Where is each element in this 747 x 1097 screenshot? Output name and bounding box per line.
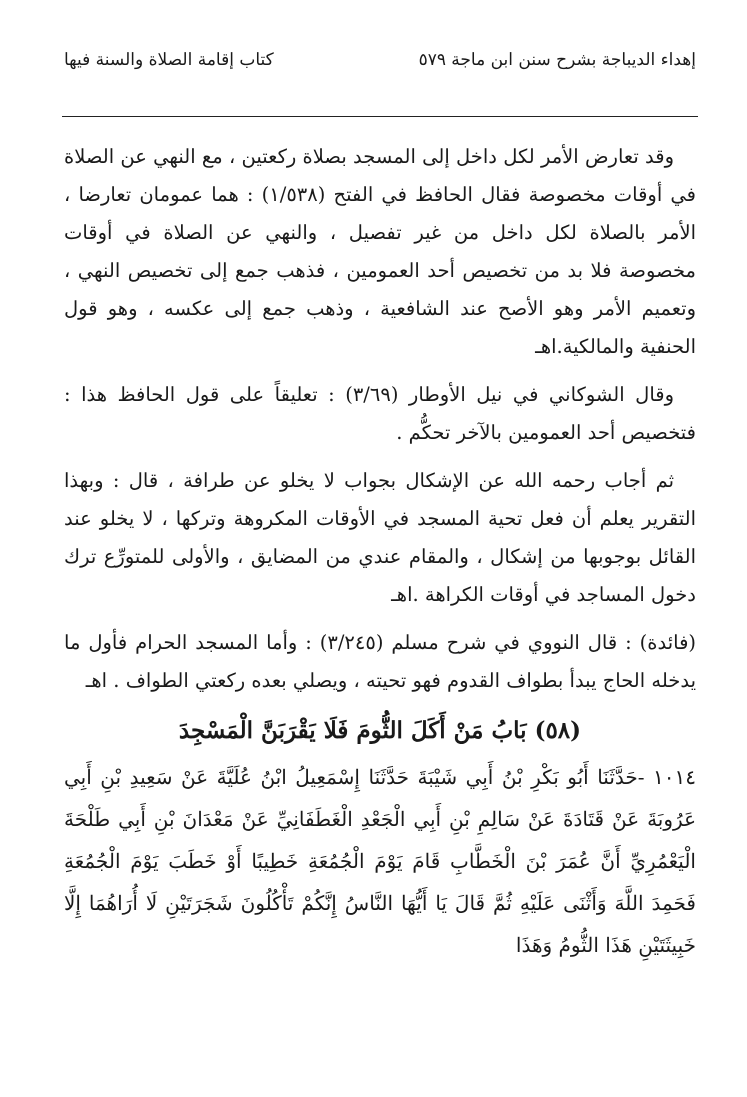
page-body <box>64 138 696 966</box>
paragraph-4: (فائدة) : قال النووي في شرح مسلم (٣/٢٤٥) : وأما المسجد الحرام فأول ما يدخله الحاج يبدأ بطواف القدوم فهو تحيته ، ويصلي بعده ركعتي الطواف . اهـ <box>64 631 697 692</box>
page-number: ٥٧٩ <box>418 50 446 70</box>
header-divider <box>62 116 698 117</box>
chapter-title: كتاب إقامة الصلاة والسنة فيها <box>64 50 274 70</box>
paragraph-1: وقد تعارض الأمر لكل داخل إلى المسجد بصلاة ركعتين ، مع النهي عن الصلاة في أوقات مخصوصة فقال الحافظ في الفتح (١/٥٣٨) : هما عمومان تعارضا ، الأمر بالصلاة لكل داخل من غير تفصيل ، والنهي عن الصلاة في أوقات مخصوصة فلا بد من تخصيص أحد العمومين ، فذهب جمع إلى تخصيص النهي ، وتعميم الأمر وهو الأصح عند الشافعية ، وذهب جمع إلى عكسه ، وهو قول الحنفية والمالكية.اهـ <box>64 145 696 358</box>
page-header <box>64 50 696 80</box>
chapter-heading: (٥٨) بَابُ مَنْ أَكَلَ الثُّومَ فَلَا يَقْرَبَنَّ الْمَسْجِدَ <box>178 717 582 744</box>
hadith-text: ١٠١٤ -حَدَّثَنَا أَبُو بَكْرِ بْنُ أَبِي شَيْبَةَ حَدَّثَنَا إِسْمَعِيلُ ابْنُ عُلَيَّةَ عَنْ سَعِيدِ بْنِ أَبِي عَرُوبَةَ عَنْ قَتَادَةَ عَنْ سَالِمِ بْنِ أَبِي الْجَعْدِ الْغَطَفَانِيِّ عَنْ مَعْدَانَ بْنِ أَبِي طَلْحَةَ الْيَعْمُرِيِّ أَنَّ عُمَرَ بْنَ الْخَطَّابِ قَامَ يَوْمَ الْجُمُعَةِ خَطِيبًا أَوْ خَطَبَ يَوْمَ الْجُمُعَةِ فَحَمِدَ اللَّهَ وَأَثْنَى عَلَيْهِ ثُمَّ قَالَ يَا أَيُّهَا النَّاسُ إِنَّكُمْ تَأْكُلُونَ شَجَرَتَيْنِ لَا أُرَاهُمَا إِلَّا خَبِيثَتَيْنِ هَذَا الثُّومُ وَهَذَا <box>64 765 696 957</box>
book-title: إهداء الديباجة بشرح سنن ابن ماجة <box>451 50 696 70</box>
paragraph-3: ثم أجاب رحمه الله عن الإشكال بجواب لا يخلو عن طرافة ، قال : وبهذا التقرير يعلم أن فعل تحية المسجد في الأوقات المكروهة وتركها ، لا يخلو عند القائل بوجوبها من إشكال ، والمقام عندي من المضايق ، والأولى للمتورِّع ترك دخول المساجد في أوقات الكراهة .اهـ <box>64 469 696 606</box>
paragraph-2: وقال الشوكاني في نيل الأوطار (٣/٦٩) : تعليقاً على قول الحافظ هذا : فتخصيص أحد العمومين بالآخر تحكُّم . <box>64 383 696 444</box>
